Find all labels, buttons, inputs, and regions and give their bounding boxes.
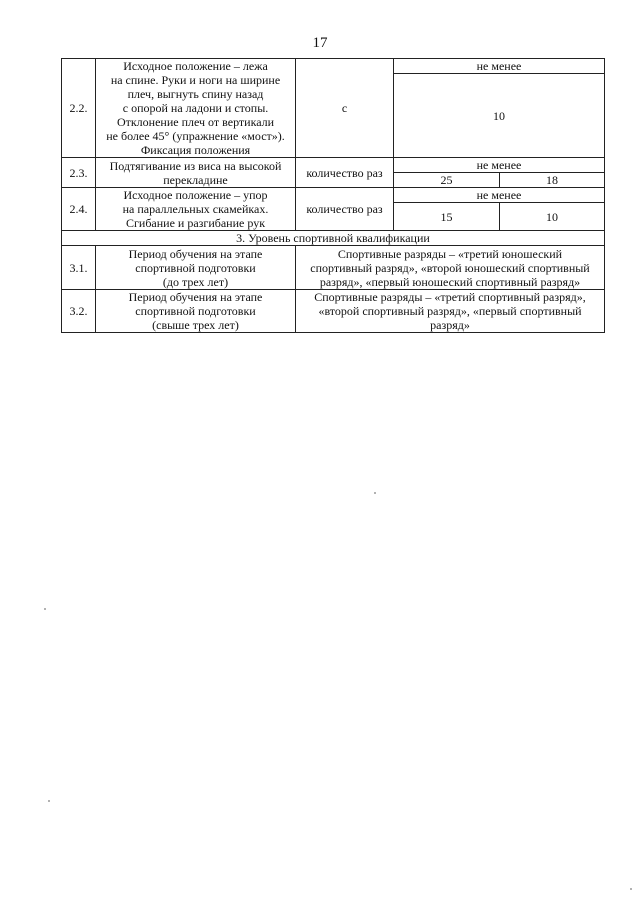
test-line: на параллельных скамейках.	[122, 202, 269, 216]
unit-cell: количество раз	[296, 158, 394, 188]
test-line: Сгибание и разгибание рук	[125, 216, 266, 230]
period-line: спортивной подготовки	[135, 260, 256, 275]
unit-cell: с	[296, 59, 394, 158]
scan-speck	[374, 492, 376, 494]
condition-cell: не менее	[394, 158, 605, 173]
page-number: 17	[312, 35, 328, 51]
value-male: 15	[394, 203, 500, 231]
period-line: (свыше трех лет)	[152, 318, 239, 332]
table-row	[62, 158, 605, 173]
table-row	[62, 188, 605, 203]
value-female: 10	[500, 203, 605, 231]
test-line: Исходное положение – упор	[123, 188, 268, 202]
test-line: с опорой на ладони и стопы.	[122, 101, 269, 115]
test-line: Отклонение плеч от вертикали	[116, 115, 275, 129]
test-line: не более 45° (упражнение «мост»).	[106, 129, 285, 143]
row-number: 3.1.	[62, 246, 96, 290]
test-line: Фиксация положения	[140, 143, 251, 157]
standards-table	[61, 58, 605, 333]
requirement-line: Спортивные разряды – «третий юношеский	[337, 246, 563, 261]
period-description	[96, 246, 296, 290]
test-description	[96, 158, 296, 188]
requirement-line: «второй спортивный разряд», «первый спортивный	[318, 304, 582, 318]
period-line: спортивной подготовки	[135, 304, 256, 318]
table-row	[62, 59, 605, 74]
scan-speck	[44, 608, 46, 610]
unit-cell: количество раз	[296, 188, 394, 231]
qualification-requirement	[296, 290, 605, 333]
test-line: плеч, выгнуть спину назад	[127, 87, 264, 101]
row-number: 3.2.	[62, 290, 96, 333]
condition-cell: не менее	[394, 59, 605, 74]
row-number: 2.4.	[62, 188, 96, 231]
requirement-line: разряд», «первый юношеский спортивный разряд»	[319, 274, 581, 289]
row-number: 2.2.	[62, 59, 96, 158]
test-description	[96, 59, 296, 158]
section-heading: 3. Уровень спортивной квалификации	[62, 231, 605, 246]
section-heading-row	[62, 231, 605, 246]
value-male: 25	[394, 173, 500, 188]
period-line: Период обучения на этапе	[128, 246, 263, 261]
test-line: на спине. Руки и ноги на ширине	[110, 73, 281, 87]
value-common: 10	[394, 74, 605, 158]
requirement-line: спортивный разряд», «второй юношеский спортивный	[310, 260, 590, 275]
condition-cell: не менее	[394, 188, 605, 203]
scan-speck	[630, 888, 632, 890]
period-line: (до трех лет)	[162, 274, 229, 289]
test-line: перекладине	[163, 172, 228, 187]
period-description	[96, 290, 296, 333]
value-female: 18	[500, 173, 605, 188]
test-line: Исходное положение – лежа	[123, 59, 268, 73]
test-line: Подтягивание из виса на высокой	[109, 158, 282, 173]
scan-speck	[48, 800, 50, 802]
period-line: Период обучения на этапе	[128, 290, 263, 304]
table-row	[62, 290, 605, 333]
requirement-line: Спортивные разряды – «третий спортивный разряд»,	[314, 290, 586, 304]
requirement-line: разряд»	[430, 318, 470, 332]
qualification-requirement	[296, 246, 605, 290]
row-number: 2.3.	[62, 158, 96, 188]
table-row	[62, 246, 605, 290]
test-description	[96, 188, 296, 231]
